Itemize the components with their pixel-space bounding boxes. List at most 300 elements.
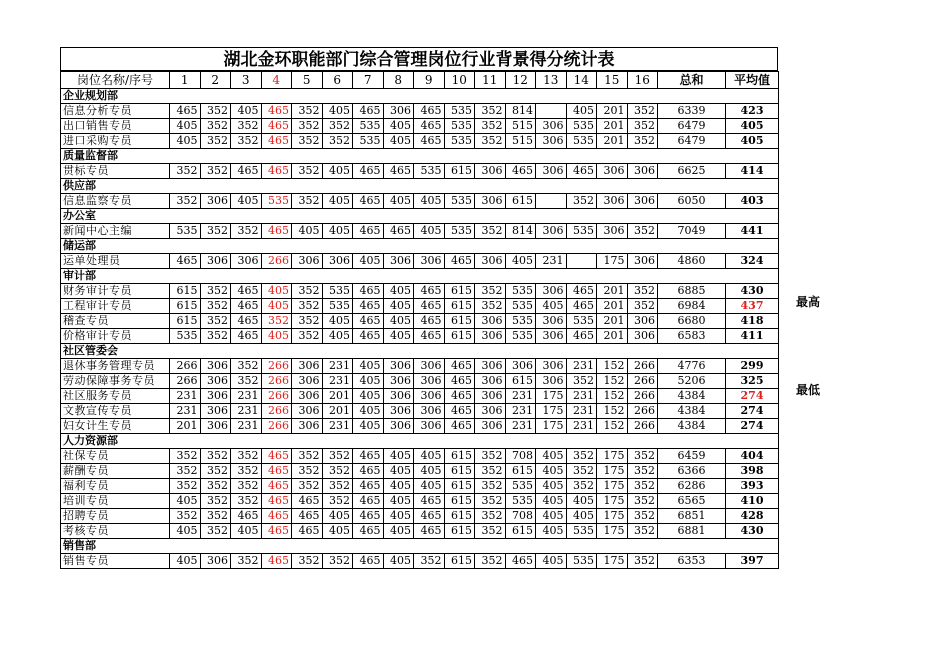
- score-cell: 352: [261, 314, 292, 329]
- total-cell: 4384: [658, 389, 726, 404]
- average-cell: 405: [726, 134, 779, 149]
- score-cell: 266: [261, 359, 292, 374]
- score-cell: 306: [536, 119, 567, 134]
- score-cell: 535: [353, 119, 384, 134]
- section-row: [61, 239, 779, 254]
- score-cell: 615: [444, 494, 475, 509]
- score-cell: 231: [170, 404, 201, 419]
- score-cell: 352: [200, 104, 231, 119]
- table-row: [61, 404, 779, 419]
- total-cell: 6984: [658, 299, 726, 314]
- table-row: [61, 554, 779, 569]
- score-cell: 465: [353, 104, 384, 119]
- score-cell: 405: [322, 104, 353, 119]
- table-row: [61, 524, 779, 539]
- score-cell: 352: [322, 554, 353, 569]
- score-cell: 405: [231, 524, 262, 539]
- score-cell: 306: [505, 359, 536, 374]
- total-cell: 6885: [658, 284, 726, 299]
- score-cell: 175: [597, 449, 628, 464]
- total-cell: 6881: [658, 524, 726, 539]
- score-cell: 352: [231, 494, 262, 509]
- score-cell: 266: [261, 254, 292, 269]
- header-col-9: 9: [414, 72, 445, 89]
- score-cell: 306: [475, 404, 506, 419]
- score-cell: 306: [322, 254, 353, 269]
- score-cell: 306: [292, 419, 323, 434]
- score-cell: 405: [353, 389, 384, 404]
- score-cell: 306: [383, 359, 414, 374]
- score-cell: 352: [292, 449, 323, 464]
- score-cell: 352: [627, 449, 658, 464]
- score-cell: 306: [536, 359, 567, 374]
- score-cell: 535: [444, 224, 475, 239]
- section-name: 审计部: [61, 269, 262, 284]
- position-name: 社保专员: [61, 449, 170, 464]
- header-col-3: 3: [231, 72, 262, 89]
- score-cell: 175: [597, 524, 628, 539]
- score-cell: 266: [627, 419, 658, 434]
- score-cell: 352: [475, 104, 506, 119]
- score-cell: 306: [597, 194, 628, 209]
- score-cell: 352: [231, 464, 262, 479]
- position-name: 稽查专员: [61, 314, 170, 329]
- score-cell: 352: [292, 119, 323, 134]
- score-cell: 515: [505, 119, 536, 134]
- score-cell: 306: [536, 164, 567, 179]
- score-cell: 231: [322, 359, 353, 374]
- score-cell: 306: [383, 104, 414, 119]
- score-cell: 306: [475, 389, 506, 404]
- score-cell: 405: [536, 494, 567, 509]
- score-cell: 352: [475, 449, 506, 464]
- section-name: 供应部: [61, 179, 262, 194]
- score-cell: 352: [322, 134, 353, 149]
- score-cell: 352: [475, 134, 506, 149]
- header-col-13: 13: [536, 72, 567, 89]
- score-cell: 465: [353, 464, 384, 479]
- table-row: [61, 479, 779, 494]
- score-cell: 405: [353, 404, 384, 419]
- score-cell: 352: [170, 509, 201, 524]
- score-cell: 175: [597, 509, 628, 524]
- score-cell: 465: [414, 524, 445, 539]
- score-cell: 306: [536, 224, 567, 239]
- score-cell: 266: [627, 389, 658, 404]
- header-col-12: 12: [505, 72, 536, 89]
- score-cell: 306: [200, 389, 231, 404]
- score-cell: 465: [231, 284, 262, 299]
- score-cell: 465: [353, 329, 384, 344]
- score-cell: 352: [475, 524, 506, 539]
- section-filler: [261, 149, 779, 164]
- score-cell: 306: [292, 389, 323, 404]
- score-cell: 465: [353, 554, 384, 569]
- score-cell: 535: [505, 314, 536, 329]
- score-cell: 306: [200, 194, 231, 209]
- score-cell: 405: [536, 464, 567, 479]
- score-cell: 465: [231, 164, 262, 179]
- score-cell: 405: [414, 194, 445, 209]
- score-cell: 352: [200, 119, 231, 134]
- score-cell: 266: [261, 389, 292, 404]
- score-cell: 405: [322, 164, 353, 179]
- score-cell: 306: [475, 164, 506, 179]
- score-cell: 535: [505, 494, 536, 509]
- score-cell: 465: [261, 119, 292, 134]
- score-cell: 352: [414, 554, 445, 569]
- header-col-1: 1: [170, 72, 201, 89]
- score-cell: 708: [505, 449, 536, 464]
- score-cell: 352: [292, 134, 323, 149]
- score-cell: 266: [261, 404, 292, 419]
- score-cell: 465: [353, 194, 384, 209]
- score-cell: 352: [475, 224, 506, 239]
- score-cell: 405: [261, 284, 292, 299]
- score-cell: 405: [383, 119, 414, 134]
- score-cell: 535: [505, 299, 536, 314]
- header-col-15: 15: [597, 72, 628, 89]
- score-cell: 465: [261, 134, 292, 149]
- section-name: 社区管委会: [61, 344, 262, 359]
- score-cell: 231: [231, 404, 262, 419]
- average-cell: 410: [726, 494, 779, 509]
- score-cell: 405: [414, 464, 445, 479]
- score-cell: 535: [261, 194, 292, 209]
- score-cell: 352: [475, 479, 506, 494]
- score-cell: 615: [505, 194, 536, 209]
- section-name: 企业规划部: [61, 89, 262, 104]
- score-cell: 465: [414, 314, 445, 329]
- score-cell: 352: [231, 554, 262, 569]
- score-cell: 405: [414, 224, 445, 239]
- score-cell: [536, 194, 567, 209]
- score-cell: 465: [353, 224, 384, 239]
- score-cell: 352: [292, 164, 323, 179]
- score-cell: 306: [414, 419, 445, 434]
- score-cell: 306: [475, 374, 506, 389]
- score-cell: 175: [597, 494, 628, 509]
- score-cell: 465: [353, 524, 384, 539]
- table-row: [61, 284, 779, 299]
- score-cell: 405: [566, 104, 597, 119]
- score-cell: 405: [383, 509, 414, 524]
- score-cell: 352: [200, 524, 231, 539]
- extreme-note: 最高: [796, 295, 821, 309]
- score-cell: 352: [566, 194, 597, 209]
- score-cell: 352: [200, 164, 231, 179]
- header-col-8: 8: [383, 72, 414, 89]
- score-cell: 231: [536, 254, 567, 269]
- score-cell: 465: [353, 164, 384, 179]
- average-cell: 324: [726, 254, 779, 269]
- score-cell: 465: [353, 479, 384, 494]
- table-row: [61, 314, 779, 329]
- header-col-11: 11: [475, 72, 506, 89]
- average-cell: 397: [726, 554, 779, 569]
- table-row: [61, 254, 779, 269]
- score-cell: 306: [414, 389, 445, 404]
- score-cell: 352: [475, 494, 506, 509]
- header-col-4: 4: [261, 72, 292, 89]
- section-filler: [261, 434, 779, 449]
- score-cell: 306: [200, 554, 231, 569]
- score-cell: 405: [383, 134, 414, 149]
- score-cell: 465: [566, 284, 597, 299]
- score-cell: 615: [170, 284, 201, 299]
- score-cell: 465: [505, 164, 536, 179]
- score-cell: 231: [566, 419, 597, 434]
- score-cell: 405: [292, 224, 323, 239]
- score-cell: 352: [475, 509, 506, 524]
- score-cell: 465: [444, 389, 475, 404]
- score-cell: 306: [292, 254, 323, 269]
- score-cell: 535: [505, 479, 536, 494]
- position-name: 考核专员: [61, 524, 170, 539]
- score-cell: 465: [353, 494, 384, 509]
- score-cell: 152: [597, 389, 628, 404]
- score-cell: 465: [414, 134, 445, 149]
- table-row: [61, 164, 779, 179]
- score-cell: 535: [566, 314, 597, 329]
- position-name: 贯标专员: [61, 164, 170, 179]
- score-cell: 352: [322, 119, 353, 134]
- average-cell: 404: [726, 449, 779, 464]
- score-cell: 405: [566, 509, 597, 524]
- score-cell: 231: [231, 419, 262, 434]
- score-cell: 615: [444, 509, 475, 524]
- section-name: 储运部: [61, 239, 262, 254]
- score-cell: 175: [597, 254, 628, 269]
- score-cell: 615: [444, 524, 475, 539]
- score-cell: 352: [627, 284, 658, 299]
- score-cell: 465: [231, 299, 262, 314]
- score-cell: 352: [200, 494, 231, 509]
- score-cell: 405: [414, 479, 445, 494]
- position-name: 新闻中心主编: [61, 224, 170, 239]
- header-col-5: 5: [292, 72, 323, 89]
- score-cell: 615: [444, 479, 475, 494]
- average-cell: 299: [726, 359, 779, 374]
- score-cell: 306: [383, 254, 414, 269]
- total-cell: 6479: [658, 119, 726, 134]
- average-cell: 411: [726, 329, 779, 344]
- score-cell: 405: [536, 449, 567, 464]
- score-cell: 615: [505, 374, 536, 389]
- total-cell: 5206: [658, 374, 726, 389]
- score-cell: 535: [566, 224, 597, 239]
- total-cell: 6851: [658, 509, 726, 524]
- score-cell: 465: [444, 359, 475, 374]
- average-cell: 325: [726, 374, 779, 389]
- score-cell: 535: [505, 284, 536, 299]
- score-cell: 352: [292, 284, 323, 299]
- score-cell: 352: [200, 314, 231, 329]
- score-cell: 405: [536, 299, 567, 314]
- score-cell: 465: [353, 299, 384, 314]
- score-cell: 405: [505, 254, 536, 269]
- score-cell: 352: [200, 299, 231, 314]
- score-cell: 465: [566, 329, 597, 344]
- total-cell: 4384: [658, 404, 726, 419]
- score-sheet: [60, 47, 778, 569]
- average-cell: 274: [726, 419, 779, 434]
- score-cell: 352: [627, 494, 658, 509]
- score-cell: 306: [536, 284, 567, 299]
- section-name: 销售部: [61, 539, 262, 554]
- score-cell: 352: [292, 464, 323, 479]
- total-cell: 6286: [658, 479, 726, 494]
- total-cell: 6680: [658, 314, 726, 329]
- score-cell: 405: [322, 509, 353, 524]
- score-cell: 306: [200, 254, 231, 269]
- score-cell: 405: [322, 194, 353, 209]
- score-cell: 814: [505, 224, 536, 239]
- score-cell: 175: [597, 464, 628, 479]
- table-row: [61, 134, 779, 149]
- score-cell: 306: [475, 194, 506, 209]
- score-cell: 231: [231, 389, 262, 404]
- position-name: 价格审计专员: [61, 329, 170, 344]
- section-name: 质量监督部: [61, 149, 262, 164]
- score-cell: 465: [505, 554, 536, 569]
- header-total: 总和: [658, 72, 726, 89]
- score-cell: 306: [627, 329, 658, 344]
- section-filler: [261, 344, 779, 359]
- position-name: 薪酬专员: [61, 464, 170, 479]
- score-cell: 465: [414, 119, 445, 134]
- score-cell: 266: [261, 374, 292, 389]
- score-cell: 615: [170, 299, 201, 314]
- score-cell: 465: [566, 164, 597, 179]
- score-cell: 306: [383, 419, 414, 434]
- score-cell: 306: [200, 374, 231, 389]
- position-name: 退休事务管理专员: [61, 359, 170, 374]
- score-cell: 405: [383, 479, 414, 494]
- average-cell: 430: [726, 284, 779, 299]
- score-cell: 465: [383, 164, 414, 179]
- score-cell: 465: [231, 329, 262, 344]
- position-name: 销售专员: [61, 554, 170, 569]
- score-cell: 231: [170, 389, 201, 404]
- score-cell: 352: [627, 104, 658, 119]
- score-cell: 306: [414, 254, 445, 269]
- score-cell: 352: [322, 494, 353, 509]
- table-row: [61, 419, 779, 434]
- score-cell: 201: [170, 419, 201, 434]
- score-cell: 405: [170, 554, 201, 569]
- score-cell: 535: [444, 134, 475, 149]
- average-cell: 274: [726, 389, 779, 404]
- header-col-7: 7: [353, 72, 384, 89]
- score-cell: 615: [170, 314, 201, 329]
- score-cell: 405: [414, 449, 445, 464]
- score-cell: 708: [505, 509, 536, 524]
- score-cell: 814: [505, 104, 536, 119]
- score-cell: 615: [444, 464, 475, 479]
- score-cell: 465: [231, 314, 262, 329]
- score-cell: 231: [322, 419, 353, 434]
- score-cell: 615: [444, 284, 475, 299]
- score-cell: 352: [566, 479, 597, 494]
- score-cell: 352: [627, 464, 658, 479]
- position-name: 工程审计专员: [61, 299, 170, 314]
- position-name: 妇女计生专员: [61, 419, 170, 434]
- score-cell: 405: [322, 224, 353, 239]
- score-cell: 352: [200, 449, 231, 464]
- score-cell: 152: [597, 404, 628, 419]
- section-row: [61, 434, 779, 449]
- score-cell: 405: [536, 524, 567, 539]
- score-cell: 306: [475, 329, 506, 344]
- score-cell: 405: [536, 554, 567, 569]
- score-cell: 306: [414, 404, 445, 419]
- score-cell: 231: [566, 359, 597, 374]
- score-table-body: [61, 72, 779, 569]
- score-cell: 201: [597, 329, 628, 344]
- total-cell: 6565: [658, 494, 726, 509]
- score-cell: 535: [444, 119, 475, 134]
- score-cell: 465: [444, 419, 475, 434]
- score-cell: 352: [292, 314, 323, 329]
- score-cell: 405: [170, 494, 201, 509]
- table-row: [61, 329, 779, 344]
- score-cell: 266: [261, 419, 292, 434]
- score-cell: 535: [322, 299, 353, 314]
- score-cell: 352: [200, 329, 231, 344]
- score-cell: 405: [261, 329, 292, 344]
- score-cell: 465: [414, 284, 445, 299]
- section-row: [61, 209, 779, 224]
- score-cell: 201: [597, 104, 628, 119]
- table-row: [61, 464, 779, 479]
- score-cell: 405: [322, 524, 353, 539]
- section-filler: [261, 269, 779, 284]
- table-row: [61, 389, 779, 404]
- header-col-16: 16: [627, 72, 658, 89]
- score-cell: 306: [292, 374, 323, 389]
- score-cell: 306: [597, 224, 628, 239]
- score-cell: 405: [170, 134, 201, 149]
- section-name: 人力资源部: [61, 434, 262, 449]
- score-cell: 465: [414, 509, 445, 524]
- score-cell: 535: [170, 224, 201, 239]
- score-cell: 465: [353, 449, 384, 464]
- score-cell: 306: [627, 254, 658, 269]
- position-name: 招聘专员: [61, 509, 170, 524]
- score-cell: 465: [292, 524, 323, 539]
- score-cell: 175: [597, 479, 628, 494]
- score-cell: 352: [627, 524, 658, 539]
- total-cell: 6479: [658, 134, 726, 149]
- average-cell: 398: [726, 464, 779, 479]
- score-cell: 306: [627, 164, 658, 179]
- score-cell: 405: [170, 524, 201, 539]
- score-cell: 465: [261, 104, 292, 119]
- score-table: [60, 71, 779, 569]
- average-cell: 403: [726, 194, 779, 209]
- score-cell: 231: [566, 404, 597, 419]
- score-cell: 306: [292, 404, 323, 419]
- score-cell: 405: [383, 464, 414, 479]
- score-cell: 535: [444, 104, 475, 119]
- table-row: [61, 494, 779, 509]
- score-cell: 465: [261, 224, 292, 239]
- section-row: [61, 179, 779, 194]
- average-cell: 393: [726, 479, 779, 494]
- score-cell: 231: [566, 389, 597, 404]
- score-cell: 515: [505, 134, 536, 149]
